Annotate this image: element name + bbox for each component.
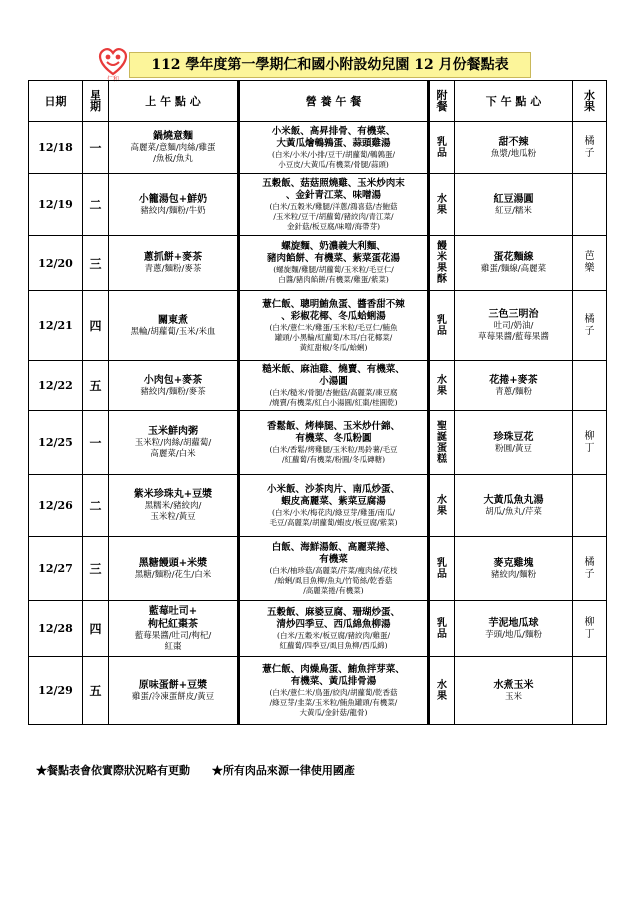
lunch-dishes: 清炒四季豆、西瓜綿魚柳湯: [276, 618, 391, 630]
pm-snack-ingredients: 豬絞肉/麵粉: [490, 569, 537, 580]
weekday-cell: 五: [83, 361, 109, 411]
lunch-dishes: 五穀飯、菇菇照燒雞、玉米炒肉末: [262, 177, 405, 189]
lunch-dishes: 小湯圓: [319, 375, 348, 387]
am-snack-ingredients: 紅棗: [164, 641, 182, 652]
pm-snack-ingredients: 魚漿/地瓜粉: [490, 148, 537, 159]
am-snack-ingredients: 雞蛋/冷凍蛋餅皮/黃豆: [131, 691, 215, 702]
am-snack-ingredients: /魚板/魚丸: [153, 154, 193, 164]
lunch-ingredients: /綠豆芽/韭菜/玉米粒/鮪魚罐頭/有機菜/: [269, 697, 398, 707]
weekday-cell: 二: [83, 475, 109, 537]
lunch-dishes: 有機菜、冬瓜粉圓: [295, 432, 372, 444]
menu-row: [29, 174, 607, 236]
pm-snack-name: 紅豆湯圓: [493, 193, 534, 205]
side-dish-cell: [429, 537, 455, 601]
menu-row: [29, 291, 607, 361]
pm-snack-cell: [455, 174, 573, 236]
lunch-dishes: 大黃瓜燴鵪鶉蛋、蒜頭雞湯: [276, 137, 391, 149]
pm-snack-cell: [455, 657, 573, 725]
weekday-cell: 三: [83, 236, 109, 291]
am-snack-ingredients: 高麗菜/意麵/肉絲/雞蛋: [130, 143, 216, 153]
fruit-cell: [573, 236, 607, 291]
am-snack-name: 鍋燒意麵: [153, 131, 193, 142]
am-snack-name: 枸杞紅棗茶: [148, 618, 198, 630]
pm-snack-name: 麥克雞塊: [493, 557, 534, 569]
lunch-cell: [239, 411, 429, 475]
menu-table: [28, 80, 607, 725]
side-dish-char: 蛋: [437, 442, 447, 454]
lunch-ingredients: (白米/五穀米/雞腿/洋蔥/鴻喜菇/杏鮑菇: [269, 201, 398, 211]
date-cell: 12/26: [29, 475, 83, 537]
lunch-cell: [239, 236, 429, 291]
date-cell: 12/25: [29, 411, 83, 475]
side-dish-char: 品: [437, 325, 447, 337]
lunch-cell: [239, 291, 429, 361]
side-dish-char: 水: [437, 494, 447, 506]
lunch-dishes: 螺旋麵、奶濃義大利麵、: [281, 241, 386, 252]
am-snack-cell: [109, 236, 239, 291]
fruit-char: 芭: [584, 251, 595, 262]
date-cell: 12/20: [29, 236, 83, 291]
header-fruit: 水 果: [573, 81, 607, 122]
side-dish-cell: [429, 291, 455, 361]
pm-snack-ingredients: 吐司/奶油/: [493, 321, 534, 331]
lunch-ingredients: /燒賣/有機菜/紅白小湯圓/紅棗/桂圓乾): [269, 397, 398, 407]
am-snack-name: 小肉包+麥茶: [143, 374, 203, 386]
fruit-cell: [573, 361, 607, 411]
lunch-ingredients: (白米/香鬆/烤雞腿/玉米粒/馬鈴薯/毛豆: [269, 444, 398, 454]
fruit-char: 丁: [584, 442, 595, 454]
fruit-char: 橘: [584, 313, 595, 325]
fruit-cell: [573, 475, 607, 537]
pm-snack-name: 大黃瓜魚丸湯: [483, 494, 544, 506]
am-snack-name: 黑糖饅頭+米漿: [138, 557, 208, 569]
header-pm-snack: 下 午 點 心: [455, 81, 573, 122]
pm-snack-name: 三色三明治: [488, 309, 539, 320]
header-am-snack: 上 午 點 心: [109, 81, 239, 122]
am-snack-cell: [109, 601, 239, 657]
pm-snack-cell: [455, 537, 573, 601]
am-snack-cell: [109, 361, 239, 411]
pm-snack-name: 花捲+麥茶: [489, 374, 538, 386]
am-snack-name: 原味蛋餅+豆漿: [138, 679, 208, 691]
date-cell: 12/21: [29, 291, 83, 361]
lunch-ingredients: (白米/小米/小排/豆干/胡蘿蔔/鵪鶉蛋/: [271, 149, 396, 159]
side-dish-char: 米: [437, 252, 447, 263]
date-cell: 12/27: [29, 537, 83, 601]
side-dish-cell: [429, 601, 455, 657]
am-snack-cell: [109, 291, 239, 361]
lunch-ingredients: (白米/糙米/骨腿/杏鮑菇/高麗菜/凍豆腐: [269, 387, 398, 397]
weekday-cell: 四: [83, 291, 109, 361]
lunch-dishes: 薏仁飯、肉燥鳥蛋、鮪魚拌芽菜、: [262, 663, 405, 675]
side-dish-char: 聖: [437, 420, 447, 432]
fruit-cell: [573, 291, 607, 361]
am-snack-cell: [109, 537, 239, 601]
menu-row: [29, 601, 607, 657]
weekday-cell: 一: [83, 122, 109, 174]
side-dish-char: 糕: [437, 453, 447, 465]
header-date: 日期: [29, 81, 83, 122]
lunch-dishes: 白飯、海鮮湯飯、高麗菜捲、: [271, 541, 396, 553]
header-weekday: 星 期: [83, 81, 109, 122]
menu-row: [29, 361, 607, 411]
pm-snack-ingredients: 玉米: [504, 691, 522, 702]
lunch-ingredients: /高麗菜捲/有機菜): [303, 585, 364, 595]
lunch-cell: [239, 657, 429, 725]
am-snack-ingredients: 玉米粒/肉絲/胡蘿蔔/: [134, 438, 212, 448]
side-dish-cell: [429, 174, 455, 236]
am-snack-cell: [109, 174, 239, 236]
lunch-dishes: 、彩椒花椰、冬瓜蛤蜊湯: [281, 310, 386, 322]
pm-snack-name: 蛋花麵線: [493, 252, 534, 263]
lunch-ingredients: 小豆皮/大黃瓜/有機菜/骨腿/蒜頭): [278, 159, 389, 169]
footer-notes: [36, 762, 373, 778]
pm-snack-ingredients: 青蔥/麵粉: [495, 386, 532, 397]
am-snack-name: 蔥抓餅+麥茶: [143, 252, 203, 263]
fruit-char: 子: [584, 325, 595, 337]
fruit-cell: [573, 411, 607, 475]
side-dish-char: 果: [437, 690, 447, 702]
header-row: [29, 81, 607, 122]
am-snack-name: 紫米珍珠丸+豆漿: [133, 489, 213, 500]
lunch-dishes: 小米飯、高昇排骨、有機菜、: [271, 125, 396, 137]
lunch-dishes: 糙米飯、麻油雞、燒賣、有機菜、: [262, 363, 405, 375]
am-snack-name: 藍莓吐司+: [148, 605, 198, 617]
pm-snack-cell: [455, 475, 573, 537]
menu-row: [29, 475, 607, 537]
kindergarten-logo: [95, 44, 131, 82]
side-dish-char: 乳: [437, 617, 447, 629]
lunch-dishes: 蝦皮高麗菜、紫菜豆腐湯: [281, 495, 386, 507]
am-snack-ingredients: 豬絞肉/麵粉/牛奶: [140, 205, 206, 216]
pm-snack-cell: [455, 291, 573, 361]
pm-snack-cell: [455, 122, 573, 174]
side-dish-char: 水: [437, 679, 447, 691]
pm-snack-ingredients: 胡瓜/魚丸/芹菜: [485, 506, 542, 517]
lunch-ingredients: /紅蘿蔔/有機菜/粉圓/冬瓜磚糖): [281, 454, 386, 464]
lunch-ingredients: (白米/柚珍菇/高麗菜/芹菜/瘦肉絲/花枝: [269, 565, 398, 575]
lunch-cell: [239, 122, 429, 174]
am-snack-ingredients: 玉米粒/黃豆: [150, 512, 196, 522]
am-snack-cell: [109, 411, 239, 475]
pm-snack-ingredients: 粉圓/黃豆: [495, 443, 532, 454]
lunch-cell: [239, 361, 429, 411]
am-snack-cell: [109, 657, 239, 725]
date-cell: 12/19: [29, 174, 83, 236]
side-dish-char: 果: [437, 204, 447, 216]
side-dish-char: 品: [437, 628, 447, 640]
am-snack-ingredients: 豬絞肉/麵粉/麥茶: [140, 386, 206, 397]
lunch-dishes: 薏仁飯、聰明鮪魚蛋、醬香甜不辣: [262, 298, 405, 310]
fruit-cell: [573, 601, 607, 657]
lunch-dishes: 、金針青江菜、味噌湯: [285, 189, 381, 201]
pm-snack-cell: [455, 601, 573, 657]
side-dish-char: 饅: [437, 241, 447, 252]
lunch-ingredients: (白米/薏仁米/鳥蛋/絞肉/胡蘿蔔/乾香菇: [269, 687, 398, 697]
side-dish-cell: [429, 411, 455, 475]
side-dish-char: 果: [437, 505, 447, 517]
fruit-char: 子: [584, 568, 595, 580]
side-dish-cell: [429, 657, 455, 725]
lunch-ingredients: 金針菇/板豆腐/味噌/海帶芽): [286, 221, 380, 231]
lunch-ingredients: 紅蘿蔔/四季豆/虱目魚柳/西瓜綿): [279, 640, 388, 650]
pm-snack-cell: [455, 361, 573, 411]
side-dish-char: 乳: [437, 557, 447, 569]
side-dish-char: 酥: [437, 274, 447, 285]
lunch-dishes: 五穀飯、麻婆豆腐、珊瑚炒蛋、: [266, 606, 400, 618]
menu-row: [29, 122, 607, 174]
menu-row: [29, 657, 607, 725]
pm-snack-name: 芋泥地瓜球: [488, 617, 539, 629]
side-dish-cell: [429, 236, 455, 291]
lunch-ingredients: 大黃瓜/金針菇/龍骨): [299, 707, 368, 717]
lunch-cell: [239, 537, 429, 601]
side-dish-char: 品: [437, 147, 447, 159]
pm-snack-name: 珍珠豆花: [493, 431, 534, 443]
am-snack-cell: [109, 122, 239, 174]
lunch-dishes: 小米飯、沙茶肉片、南瓜炒蛋、: [266, 483, 400, 495]
lunch-cell: [239, 174, 429, 236]
lunch-dishes: 有機菜、黃瓜排骨湯: [290, 675, 377, 687]
side-dish-char: 乳: [437, 314, 447, 326]
pm-snack-ingredients: 草莓果醬/藍莓果醬: [478, 332, 549, 342]
logo-text: 仁和: [106, 76, 120, 82]
fruit-char: 橘: [584, 556, 595, 568]
side-dish-char: 品: [437, 568, 447, 580]
fruit-char: 柳: [584, 430, 595, 442]
lunch-ingredients: 黃紅甜椒/冬瓜/蛤蜊): [299, 342, 368, 352]
fruit-char: 柳: [584, 616, 595, 628]
title-row: [95, 44, 545, 84]
lunch-dishes: 豬肉餡餅、有機菜、紫菜蛋花湯: [266, 253, 400, 264]
lunch-ingredients: (白米/五穀米/板豆腐/豬絞肉/雞蛋/: [276, 630, 391, 640]
header-side: 附 餐: [429, 81, 455, 122]
menu-row: [29, 537, 607, 601]
weekday-cell: 三: [83, 537, 109, 601]
side-dish-char: 果: [437, 263, 447, 274]
lunch-ingredients: (螺旋麵/雞腿/胡蘿蔔/玉米粒/毛豆仁/: [273, 265, 394, 274]
side-dish-char: 乳: [437, 136, 447, 148]
pm-snack-name: 水煮玉米: [493, 679, 534, 691]
footer-note-change: ★餐點表會依實際狀況略有更動: [36, 764, 190, 777]
fruit-char: 橘: [584, 135, 595, 147]
menu-row: [29, 236, 607, 291]
menu-row: [29, 411, 607, 475]
fruit-cell: [573, 174, 607, 236]
am-snack-ingredients: 黑輪/胡蘿蔔/玉米/米血: [130, 326, 216, 337]
fruit-cell: [573, 657, 607, 725]
lunch-ingredients: (白米/薏仁米/雞蛋/玉米粒/毛豆仁/鮪魚: [269, 322, 398, 332]
weekday-cell: 五: [83, 657, 109, 725]
fruit-cell: [573, 122, 607, 174]
header-lunch: 營 養 午 餐: [239, 81, 429, 122]
lunch-ingredients: 罐頭/小黑輪/紅蘿蔔/木耳/白花椰菜/: [274, 332, 393, 342]
date-cell: 12/29: [29, 657, 83, 725]
fruit-cell: [573, 537, 607, 601]
am-snack-cell: [109, 475, 239, 537]
pm-snack-ingredients: 芋頭/地瓜/麵粉: [485, 629, 542, 640]
pm-snack-cell: [455, 411, 573, 475]
lunch-ingredients: 毛豆/高麗菜/胡蘿蔔/蝦皮/板豆腐/紫菜): [269, 517, 398, 527]
am-snack-ingredients: 藍莓果醬/吐司/枸杞/: [134, 630, 212, 641]
side-dish-char: 水: [437, 193, 447, 205]
footer-note-meat: ★所有肉品來源一律使用國產: [211, 764, 355, 777]
am-snack-name: 小籠湯包+鮮奶: [138, 193, 208, 205]
side-dish-cell: [429, 475, 455, 537]
am-snack-ingredients: 黑糯米/豬絞肉/: [144, 501, 202, 511]
weekday-cell: 一: [83, 411, 109, 475]
pm-snack-ingredients: 雞蛋/麵線/高麗菜: [480, 264, 547, 274]
weekday-cell: 二: [83, 174, 109, 236]
am-snack-name: 關東煮: [158, 314, 188, 326]
date-cell: 12/22: [29, 361, 83, 411]
side-dish-cell: [429, 361, 455, 411]
side-dish-char: 水: [437, 374, 447, 386]
lunch-dishes: 有機菜: [319, 553, 348, 565]
pm-snack-cell: [455, 236, 573, 291]
lunch-cell: [239, 601, 429, 657]
weekday-cell: 四: [83, 601, 109, 657]
side-dish-cell: [429, 122, 455, 174]
date-cell: 12/18: [29, 122, 83, 174]
fruit-char: 樂: [584, 263, 595, 274]
am-snack-name: 玉米鮮肉粥: [148, 426, 198, 437]
pm-snack-ingredients: 紅豆/糯米: [495, 205, 532, 216]
lunch-dishes: 香鬆飯、烤棒腿、玉米炒什錦、: [266, 420, 400, 432]
am-snack-ingredients: 青蔥/麵粉/麥茶: [144, 264, 202, 274]
am-snack-ingredients: 高麗菜/白米: [150, 449, 196, 459]
lunch-cell: [239, 475, 429, 537]
fruit-char: 丁: [584, 628, 595, 640]
am-snack-ingredients: 黑糖/麵粉/花生/白米: [134, 569, 212, 580]
lunch-ingredients: 白醬/豬肉餡餅/有機菜/雞蛋/紫菜): [278, 275, 389, 284]
page-title: 112 學年度第一學期仁和國小附設幼兒園 12 月份餐點表: [129, 52, 531, 78]
lunch-ingredients: /蛤蜊/虱目魚柳/魚丸/竹筍絲/乾香菇: [274, 575, 393, 585]
fruit-char: 子: [584, 147, 595, 159]
lunch-ingredients: (白米/小米/梅花肉/綠豆芽/雞蛋/南瓜/: [271, 507, 396, 517]
date-cell: 12/28: [29, 601, 83, 657]
lunch-ingredients: /玉米粒/豆干/胡蘿蔔/豬絞肉/青江菜/: [273, 211, 394, 221]
side-dish-char: 果: [437, 385, 447, 397]
side-dish-char: 誕: [437, 431, 447, 443]
pm-snack-name: 甜不辣: [498, 136, 529, 148]
